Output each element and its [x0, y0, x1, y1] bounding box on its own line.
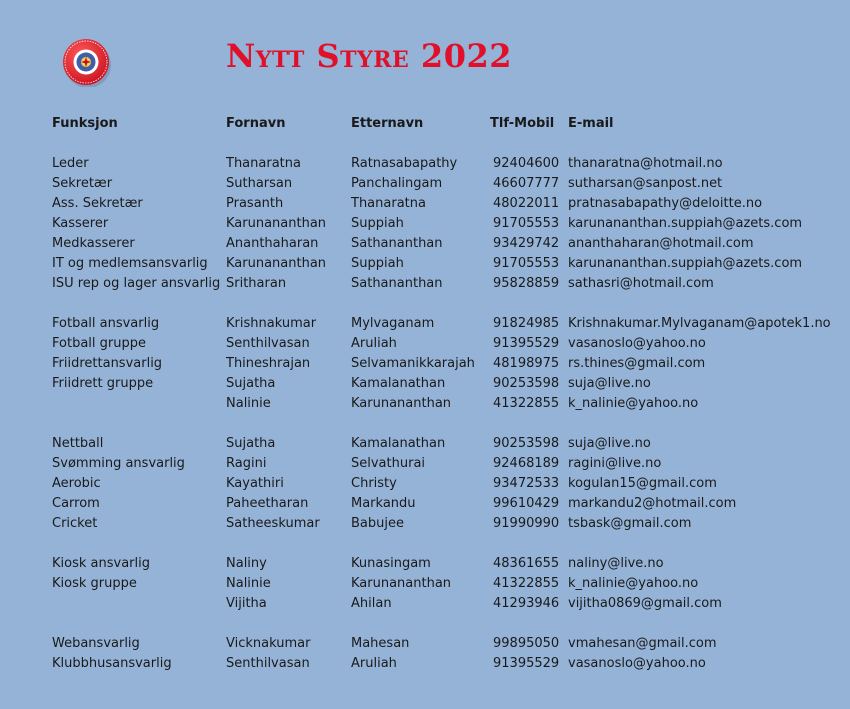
- member-last-name: Christy: [351, 476, 397, 491]
- member-first-name: Vijitha: [226, 596, 267, 611]
- member-email: pratnasabapathy@deloitte.no: [568, 196, 763, 211]
- member-role: Kiosk gruppe: [52, 576, 137, 591]
- member-phone: 91990990: [493, 516, 560, 531]
- member-email: sutharsan@sanpost.net: [568, 176, 723, 191]
- member-first-name: Thanaratna: [226, 156, 301, 171]
- member-role: Fotball gruppe: [52, 336, 146, 351]
- member-first-name: Paheetharan: [226, 496, 309, 511]
- member-role: ISU rep og lager ansvarlig: [52, 276, 221, 291]
- member-role: Kiosk ansvarlig: [52, 556, 150, 571]
- member-email: rs.thines@gmail.com: [568, 356, 706, 371]
- member-role: Kasserer: [52, 216, 109, 231]
- member-first-name: Senthilvasan: [226, 336, 310, 351]
- table-row: [0, 254, 850, 274]
- member-phone: 48198975: [493, 356, 560, 371]
- member-phone: 90253598: [493, 436, 560, 451]
- member-last-name: Karunananthan: [351, 396, 452, 411]
- member-first-name: Naliny: [226, 556, 267, 571]
- member-phone: 90253598: [493, 376, 560, 391]
- member-phone: 93429742: [493, 236, 560, 251]
- member-first-name: Karunananthan: [226, 216, 327, 231]
- member-last-name: Kunasingam: [351, 556, 431, 571]
- member-first-name: Sujatha: [226, 376, 276, 391]
- member-last-name: Kamalanathan: [351, 436, 446, 451]
- member-email: suja@live.no: [568, 436, 651, 451]
- member-email: kogulan15@gmail.com: [568, 476, 717, 491]
- member-role: Sekretær: [52, 176, 113, 191]
- member-phone: 91705553: [493, 256, 560, 271]
- table-row: [0, 314, 850, 334]
- member-phone: 99895050: [493, 636, 560, 651]
- header-role: Funksjon: [52, 116, 118, 131]
- table-row: [0, 194, 850, 214]
- member-phone: 92404600: [493, 156, 560, 171]
- member-first-name: Satheeskumar: [226, 516, 320, 531]
- member-first-name: Ragini: [226, 456, 267, 471]
- table-row: [0, 574, 850, 594]
- member-phone: 91395529: [493, 336, 560, 351]
- table-row: [0, 374, 850, 394]
- header-first-name: Fornavn: [226, 116, 286, 131]
- member-phone: 95828859: [493, 276, 560, 291]
- member-phone: 41322855: [493, 576, 560, 591]
- member-first-name: Thineshrajan: [226, 356, 311, 371]
- table-row: [0, 434, 850, 454]
- member-last-name: Selvathurai: [351, 456, 426, 471]
- member-phone: 91705553: [493, 216, 560, 231]
- member-last-name: Mahesan: [351, 636, 410, 651]
- header-last-name: Etternavn: [351, 116, 424, 131]
- member-email: k_nalinie@yahoo.no: [568, 576, 699, 591]
- member-phone: 41322855: [493, 396, 560, 411]
- member-phone: 48022011: [493, 196, 560, 211]
- member-last-name: Karunananthan: [351, 576, 452, 591]
- member-first-name: Vicknakumar: [226, 636, 311, 651]
- member-role: Svømming ansvarlig: [52, 456, 185, 471]
- member-last-name: Mylvaganam: [351, 316, 435, 331]
- member-role: Friidrettansvarlig: [52, 356, 163, 371]
- member-first-name: Nalinie: [226, 576, 271, 591]
- table-row: [0, 474, 850, 494]
- member-role: Webansvarlig: [52, 636, 140, 651]
- table-row: [0, 354, 850, 374]
- table-row: [0, 654, 850, 674]
- member-first-name: Sritharan: [226, 276, 287, 291]
- member-phone: 41293946: [493, 596, 560, 611]
- member-email: suja@live.no: [568, 376, 651, 391]
- member-last-name: Aruliah: [351, 336, 397, 351]
- table-row: [0, 214, 850, 234]
- member-email: ananthaharan@hotmail.com: [568, 236, 754, 251]
- member-phone: 93472533: [493, 476, 560, 491]
- member-email: vmahesan@gmail.com: [568, 636, 717, 651]
- member-first-name: Sutharsan: [226, 176, 293, 191]
- member-phone: 92468189: [493, 456, 560, 471]
- table-row: [0, 634, 850, 654]
- member-email: Krishnakumar.Mylvaganam@apotek1.no: [568, 316, 831, 331]
- member-email: markandu2@hotmail.com: [568, 496, 737, 511]
- member-last-name: Babujee: [351, 516, 404, 531]
- table-row: [0, 334, 850, 354]
- member-first-name: Prasanth: [226, 196, 284, 211]
- member-role: Nettball: [52, 436, 104, 451]
- member-last-name: Kamalanathan: [351, 376, 446, 391]
- member-last-name: Sathananthan: [351, 236, 443, 251]
- member-role: Fotball ansvarlig: [52, 316, 160, 331]
- table-row: [0, 554, 850, 574]
- header-email: E-mail: [568, 116, 614, 131]
- member-email: ragini@live.no: [568, 456, 662, 471]
- member-last-name: Sathananthan: [351, 276, 443, 291]
- table-row: [0, 494, 850, 514]
- member-phone: 91395529: [493, 656, 560, 671]
- member-last-name: Suppiah: [351, 256, 404, 271]
- table-row: [0, 594, 850, 614]
- member-email: thanaratna@hotmail.no: [568, 156, 723, 171]
- member-role: Klubbhusansvarlig: [52, 656, 172, 671]
- member-last-name: Panchalingam: [351, 176, 443, 191]
- table-row: [0, 154, 850, 174]
- member-first-name: Senthilvasan: [226, 656, 310, 671]
- member-email: k_nalinie@yahoo.no: [568, 396, 699, 411]
- member-email: tsbask@gmail.com: [568, 516, 692, 531]
- member-role: Leder: [52, 156, 89, 171]
- member-last-name: Selvamanikkarajah: [351, 356, 475, 371]
- table-row: [0, 514, 850, 534]
- member-role: Carrom: [52, 496, 100, 511]
- table-row: [0, 394, 850, 414]
- member-email: karunananthan.suppiah@azets.com: [568, 256, 803, 271]
- member-phone: 48361655: [493, 556, 560, 571]
- member-phone: 99610429: [493, 496, 560, 511]
- member-phone: 91824985: [493, 316, 560, 331]
- header-phone: Tlf-Mobil: [490, 116, 555, 131]
- member-email: vijitha0869@gmail.com: [568, 596, 722, 611]
- table-row: [0, 454, 850, 474]
- table-row: [0, 234, 850, 254]
- member-last-name: Thanaratna: [351, 196, 426, 211]
- member-role: Friidrett gruppe: [52, 376, 154, 391]
- member-first-name: Ananthaharan: [226, 236, 319, 251]
- member-email: vasanoslo@yahoo.no: [568, 336, 706, 351]
- roster-header: [0, 114, 850, 134]
- member-first-name: Kayathiri: [226, 476, 284, 491]
- table-row: [0, 174, 850, 194]
- member-last-name: Aruliah: [351, 656, 397, 671]
- member-last-name: Ahilan: [351, 596, 392, 611]
- member-role: Cricket: [52, 516, 98, 531]
- member-email: sathasri@hotmail.com: [568, 276, 714, 291]
- table-row: [0, 274, 850, 294]
- member-last-name: Markandu: [351, 496, 416, 511]
- member-email: vasanoslo@yahoo.no: [568, 656, 706, 671]
- member-first-name: Nalinie: [226, 396, 271, 411]
- member-first-name: Sujatha: [226, 436, 276, 451]
- member-phone: 46607777: [493, 176, 560, 191]
- member-role: Medkasserer: [52, 236, 135, 251]
- page-title: Nytt Styre 2022: [226, 37, 512, 75]
- member-role: Aerobic: [52, 476, 101, 491]
- member-last-name: Ratnasabapathy: [351, 156, 458, 171]
- member-email: naliny@live.no: [568, 556, 664, 571]
- member-email: karunananthan.suppiah@azets.com: [568, 216, 803, 231]
- member-first-name: Krishnakumar: [226, 316, 317, 331]
- member-last-name: Suppiah: [351, 216, 404, 231]
- member-role: IT og medlemsansvarlig: [52, 256, 208, 271]
- member-role: Ass. Sekretær: [52, 196, 143, 211]
- member-first-name: Karunananthan: [226, 256, 327, 271]
